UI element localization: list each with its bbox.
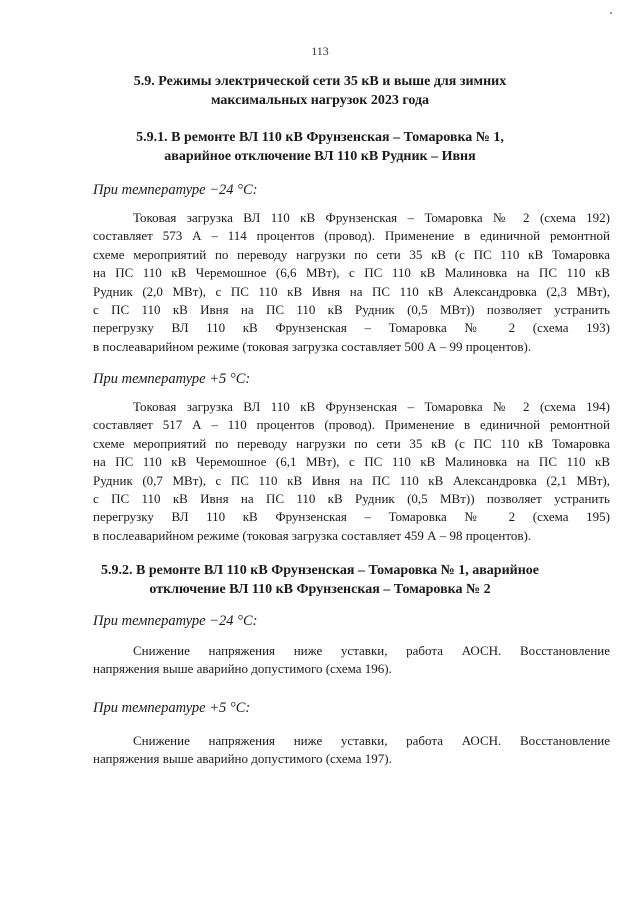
- text-line: схеме мероприятий по переводу нагрузки по сети 35 кВ (с ПС 110 кВ Томаровка: [93, 435, 610, 451]
- text-line: в послеаварийном режиме (токовая загрузка составляет 500 А – 99 процентов).: [93, 338, 532, 354]
- text-line: Токовая загрузка ВЛ 110 кВ Фрунзенская – Томаровка № 2 (схема 192): [133, 210, 610, 225]
- text-line: на ПС 110 кВ Черемошное (6,6 МВт), с ПС 110 кВ Малиновка на ПС 110 кВ: [93, 265, 610, 281]
- temperature-heading: При температуре −24 °С:: [93, 613, 258, 629]
- temperature-heading: При температуре −24 °С:: [93, 182, 258, 198]
- text-line: Рудник (2,0 МВт), с ПС 110 кВ Ивня на ПС 110 кВ Александровка (2,3 МВт),: [93, 283, 610, 299]
- text-line: Снижение напряжения ниже уставки, работа АОСН. Восстановление: [133, 643, 610, 658]
- section-title-line-1: 5.9. Режимы электрической сети 35 кВ и выше для зимних: [133, 74, 507, 89]
- text-line: схеме мероприятий по переводу нагрузки по сети 35 кВ (с ПС 110 кВ Томаровка: [93, 246, 610, 262]
- paragraph: [93, 209, 610, 356]
- subsection-2-title-line-2: отключение ВЛ 110 кВ Фрунзенская – Томаровка № 2: [149, 582, 491, 597]
- text-line: напряжения выше аварийно допустимого (схема 197).: [93, 751, 392, 767]
- paragraph: [93, 398, 610, 545]
- text-line: перегрузку ВЛ 110 кВ Фрунзенская – Томаровка № 2 (схема 193): [93, 320, 610, 336]
- paragraph: [93, 642, 610, 679]
- text-line: Рудник (0,7 МВт), с ПС 110 кВ Ивня на ПС 110 кВ Александровка (2,1 МВт),: [93, 472, 610, 488]
- page-number: 113: [311, 44, 329, 58]
- text-line: с ПС 110 кВ Ивня на ПС 110 кВ Рудник (0,5 МВт)) позволяет устранить: [93, 491, 610, 507]
- text-line: в послеаварийном режиме (токовая загрузка составляет 459 А – 98 процентов).: [93, 527, 532, 543]
- subsection-2-title-line-1: 5.9.2. В ремонте ВЛ 110 кВ Фрунзенская – Томаровка № 1, аварийное: [100, 563, 540, 578]
- text-line: с ПС 110 кВ Ивня на ПС 110 кВ Рудник (0,5 МВт)) позволяет устранить: [93, 302, 610, 318]
- text-line: Токовая загрузка ВЛ 110 кВ Фрунзенская – Томаровка № 2 (схема 194): [133, 399, 610, 414]
- temperature-heading: При температуре +5 °С:: [93, 700, 251, 716]
- text-line: составляет 517 А – 110 процентов (провод). Применение в единичной ремонтной: [93, 417, 610, 433]
- text-line: составляет 573 А – 114 процентов (провод). Применение в единичной ремонтной: [93, 228, 610, 244]
- text-line: Снижение напряжения ниже уставки, работа АОСН. Восстановление: [133, 733, 610, 748]
- subsection-1-title-line-2: аварийное отключение ВЛ 110 кВ Рудник – Ивня: [164, 149, 476, 164]
- text-line: напряжения выше аварийно допустимого (схема 196).: [93, 661, 392, 677]
- text-line: на ПС 110 кВ Черемошное (6,1 МВт), с ПС 110 кВ Малиновка на ПС 110 кВ: [93, 454, 610, 470]
- paragraph: [93, 732, 610, 769]
- temperature-heading: При температуре +5 °С:: [93, 371, 251, 387]
- section-title-line-2: максимальных нагрузок 2023 года: [210, 93, 430, 108]
- text-line: перегрузку ВЛ 110 кВ Фрунзенская – Томаровка № 2 (схема 195): [93, 509, 610, 525]
- scan-speck: [610, 12, 612, 14]
- subsection-1-title-line-1: 5.9.1. В ремонте ВЛ 110 кВ Фрунзенская – Томаровка № 1,: [136, 130, 504, 145]
